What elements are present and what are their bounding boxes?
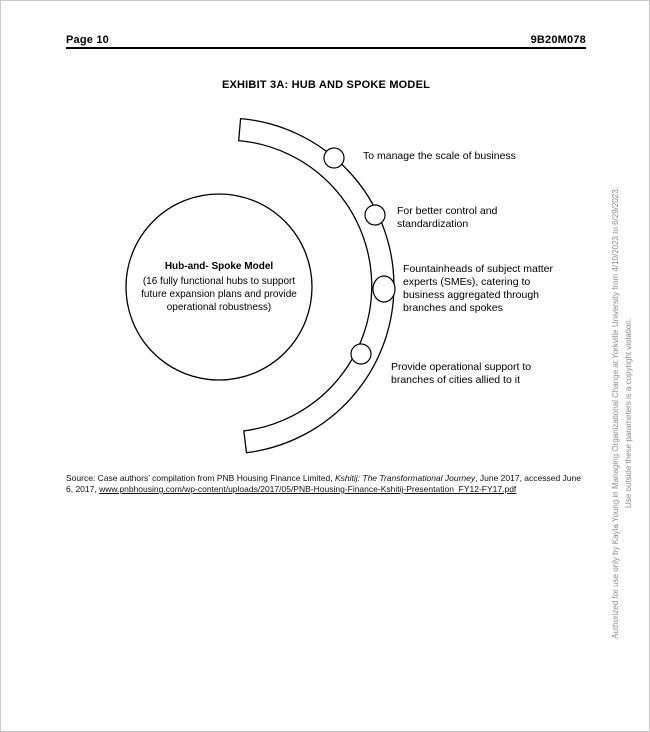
hub-and-spoke-diagram (1, 101, 650, 471)
spoke-label-4: Provide operational support to branches of cities allied to it (391, 361, 532, 386)
spoke-label-3: Fountainheads of subject matter experts (SMEs), catering to business aggregated through branches and spokes (403, 263, 554, 314)
case-number: 9B20M078 (530, 34, 586, 46)
source-journal-title: Kshitij: The Transformational Journey (334, 473, 476, 483)
hub-title: Hub-and- Spoke Model (164, 261, 274, 272)
source-text: Source: Case authors’ compilation from PNB Housing Finance Limited, (66, 473, 335, 483)
source-text-middle: , June 2017, accessed June 6, 2017, (66, 473, 581, 494)
page-number: Page 10 (66, 34, 109, 46)
hub-label (129, 189, 309, 385)
spoke-node-4 (351, 344, 371, 364)
spoke-label-2: For better control and standardization (397, 205, 498, 230)
exhibit-title: EXHIBIT 3A: HUB AND SPOKE MODEL (221, 79, 431, 91)
hub-subtitle: (16 fully functional hubs to support future expansion plans and provide operational robustness) (141, 276, 297, 313)
watermark-line-1: Authorized for use only by Kayla Young in Managing Organizational Change at Yorkville University from 4/10/2023 to 6/29/2023. (611, 187, 620, 639)
copyright-watermark (609, 153, 637, 673)
spoke-node-2 (365, 205, 385, 225)
page-header (66, 34, 586, 46)
spoke-node-3 (373, 276, 395, 302)
spoke-node-1 (324, 148, 344, 168)
source-citation (66, 473, 588, 495)
spoke-label-1: To manage the scale of business (363, 150, 516, 162)
header-rule (66, 47, 586, 49)
source-url-link[interactable]: www.pnbhousing.com/wp-content/uploads/2017/05/PNB-Housing-Finance-Kshitij-Presentation_FY12-FY17.pdf (99, 484, 517, 494)
watermark-line-2: Use outside these parameters is a copyright violation. (624, 318, 633, 508)
